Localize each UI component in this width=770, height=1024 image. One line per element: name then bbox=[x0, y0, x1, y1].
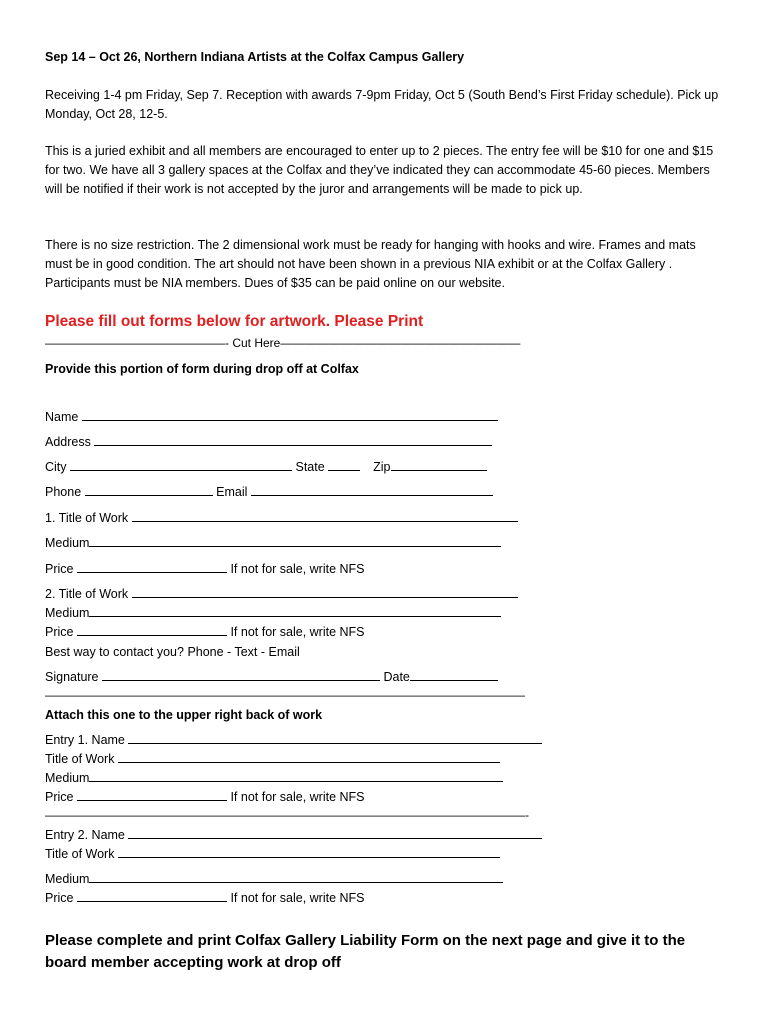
entry1-name-field[interactable] bbox=[128, 731, 542, 744]
receiving-paragraph: Receiving 1-4 pm Friday, Sep 7. Reception with awards 7-9pm Friday, Oct 5 (South Bend’s First Friday schedule). Pick up Monday, Oct 28, 12-5. bbox=[45, 88, 719, 121]
entry2-price-label: Price bbox=[45, 891, 74, 905]
address-row bbox=[45, 433, 492, 451]
fill-out-notice: Please fill out forms below for artwork. Please Print bbox=[45, 313, 424, 330]
contact-preference-label: Best way to contact you? Phone - Text - Email bbox=[45, 645, 300, 659]
price1-field[interactable] bbox=[77, 560, 227, 573]
entry2-medium-label: Medium bbox=[45, 872, 90, 886]
entry1-name-label: Entry 1. Name bbox=[45, 733, 125, 747]
entry2-title-row bbox=[45, 845, 500, 863]
name-field[interactable] bbox=[82, 408, 498, 421]
price1-row bbox=[45, 560, 365, 578]
title2-field[interactable] bbox=[132, 585, 518, 598]
entry1-price-label: Price bbox=[45, 790, 74, 804]
attach-heading: Attach this one to the upper right back of work bbox=[45, 708, 323, 722]
name-label: Name bbox=[45, 410, 79, 424]
title1-field[interactable] bbox=[132, 509, 518, 522]
zip-label: Zip bbox=[373, 460, 391, 474]
price2-field[interactable] bbox=[77, 623, 227, 636]
signature-field[interactable] bbox=[102, 668, 380, 681]
state-field[interactable] bbox=[328, 458, 360, 471]
entry1-medium-row bbox=[45, 769, 503, 787]
entry1-title-field[interactable] bbox=[118, 750, 500, 763]
entry1-name-row bbox=[45, 731, 542, 749]
title2-row bbox=[45, 585, 518, 603]
phone-label: Phone bbox=[45, 485, 82, 499]
entry1-title-label: Title of Work bbox=[45, 752, 115, 766]
phone-row bbox=[45, 483, 493, 501]
entry2-name-label: Entry 2. Name bbox=[45, 828, 125, 842]
entry2-title-label: Title of Work bbox=[45, 847, 115, 861]
zip-field[interactable] bbox=[391, 458, 487, 471]
city-row bbox=[45, 458, 487, 476]
signature-row bbox=[45, 668, 498, 686]
cut-here-line: ———————————————- Cut Here———————————————————— bbox=[45, 336, 521, 350]
page-title: Sep 14 – Oct 26, Northern Indiana Artists at the Colfax Campus Gallery bbox=[45, 50, 465, 64]
title2-label: 2. Title of Work bbox=[45, 587, 129, 601]
name-row bbox=[45, 408, 498, 426]
entry2-name-row bbox=[45, 826, 542, 844]
email-label: Email bbox=[216, 485, 248, 499]
entry2-price-row bbox=[45, 889, 365, 907]
title1-label: 1. Title of Work bbox=[45, 511, 129, 525]
date-label: Date bbox=[383, 670, 410, 684]
restrictions-paragraph: There is no size restriction. The 2 dimensional work must be ready for hanging with hooks and wire. Frames and mats must be in good condition. The art should not have been shown in a previous NIA exhibit or at the Colfax Gallery . Participants must be NIA members. Dues of $35 can be paid online on our website. bbox=[45, 238, 696, 290]
entry1-price-row bbox=[45, 788, 365, 806]
city-field[interactable] bbox=[70, 458, 292, 471]
medium2-row bbox=[45, 604, 501, 622]
entry1-nfs-note: If not for sale, write NFS bbox=[230, 790, 365, 804]
address-label: Address bbox=[45, 435, 91, 449]
city-label: City bbox=[45, 460, 67, 474]
entry2-medium-row bbox=[45, 870, 503, 888]
entry2-medium-field[interactable] bbox=[89, 870, 503, 883]
email-field[interactable] bbox=[251, 483, 493, 496]
liability-notice: Please complete and print Colfax Gallery Liability Form on the next page and give it to the board member accepting work at drop off bbox=[45, 932, 686, 971]
nfs2-note: If not for sale, write NFS bbox=[230, 625, 365, 639]
juried-paragraph: This is a juried exhibit and all members are encouraged to enter up to 2 pieces. The entry fee will be $10 for one and $15 for two. We have all 3 gallery spaces at the Colfax and they’ve indicated they can accommodate 45-60 pieces. Members will be notified if their work is not accepted by the juror and arrangements will be made to pick up. bbox=[45, 144, 714, 196]
entry2-nfs-note: If not for sale, write NFS bbox=[230, 891, 365, 905]
medium2-field[interactable] bbox=[89, 604, 501, 617]
drop-off-heading: Provide this portion of form during drop off at Colfax bbox=[45, 362, 359, 376]
title1-row bbox=[45, 509, 518, 527]
entry1-price-field[interactable] bbox=[77, 788, 227, 801]
entry2-price-field[interactable] bbox=[77, 889, 227, 902]
medium1-row bbox=[45, 534, 501, 552]
entry1-medium-field[interactable] bbox=[89, 769, 503, 782]
contact-row bbox=[45, 643, 300, 661]
price1-label: Price bbox=[45, 562, 74, 576]
date-field[interactable] bbox=[410, 668, 498, 681]
medium1-label: Medium bbox=[45, 536, 90, 550]
medium2-label: Medium bbox=[45, 606, 90, 620]
price2-row bbox=[45, 623, 365, 641]
price2-label: Price bbox=[45, 625, 74, 639]
divider-line: ———————————————————————————————————————— bbox=[45, 688, 525, 702]
entry1-medium-label: Medium bbox=[45, 771, 90, 785]
state-label: State bbox=[295, 460, 325, 474]
divider-line-2: ————————————————————————————————————————- bbox=[45, 808, 529, 822]
entry2-name-field[interactable] bbox=[128, 826, 542, 839]
entry1-title-row bbox=[45, 750, 500, 768]
medium1-field[interactable] bbox=[89, 534, 501, 547]
nfs1-note: If not for sale, write NFS bbox=[230, 562, 365, 576]
phone-field[interactable] bbox=[85, 483, 213, 496]
address-field[interactable] bbox=[94, 433, 492, 446]
signature-label: Signature bbox=[45, 670, 99, 684]
entry2-title-field[interactable] bbox=[118, 845, 500, 858]
